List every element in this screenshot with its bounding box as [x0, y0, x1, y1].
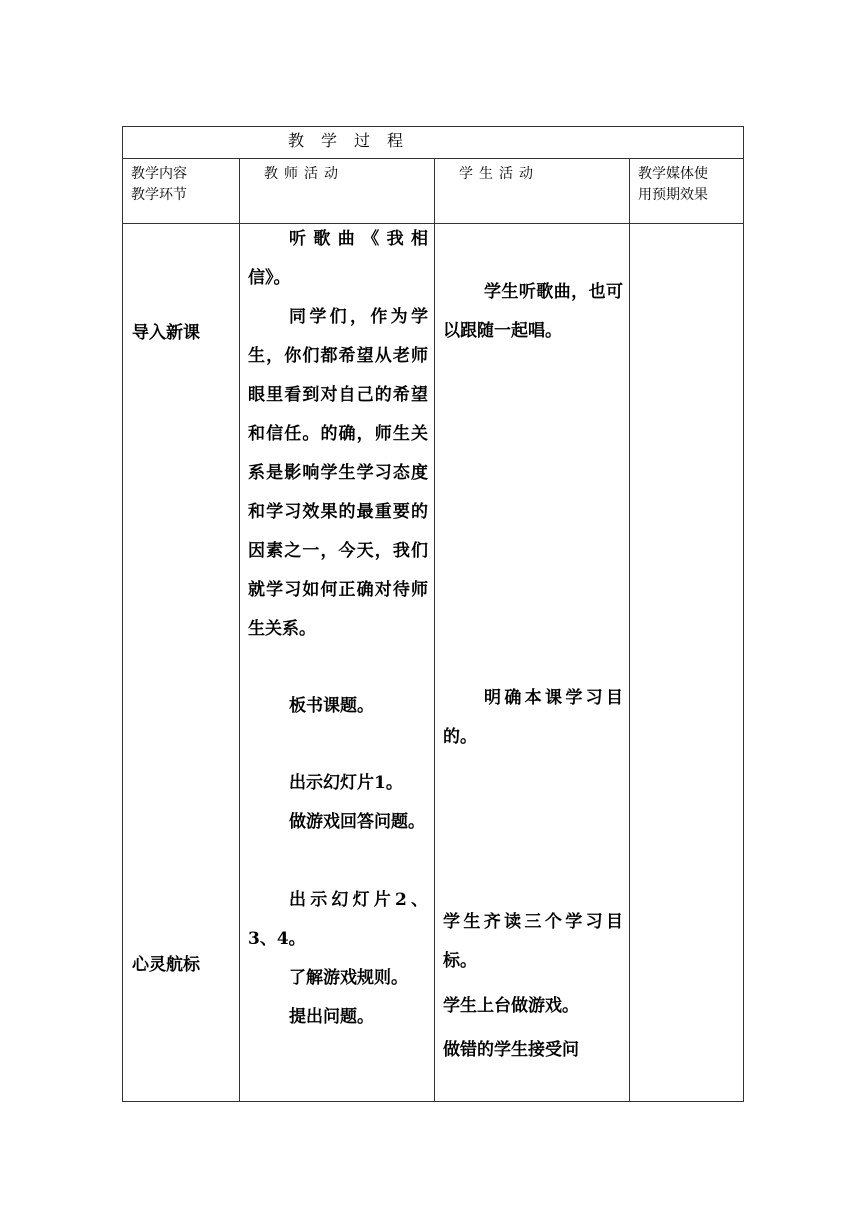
teacher-p4: 出示幻灯片1。 — [289, 773, 403, 793]
student-s3: 学生齐读三个学习目标。 — [443, 912, 623, 971]
teacher-p3: 板书课题。 — [289, 696, 374, 716]
teacher-p2: 同学们，作为学生，你们都希望从老师眼里看到对自己的希望和信任。的确，师生关系是影响学生学习态度和学习效果的最重要的因素之一，今天，我们就学习如何正确对待师生关系。 — [248, 307, 428, 639]
teacher-p8: 提出问题。 — [289, 1007, 374, 1027]
teacher-p6: 出示幻灯片2、3、4。 — [248, 890, 428, 949]
header-media — [630, 159, 744, 224]
header-teacher: 教师活动 — [240, 159, 435, 224]
section-navigation: 心灵航标 — [132, 955, 200, 975]
teacher-p1: 听歌曲《我相信》。 — [248, 229, 428, 288]
teacher-p7: 了解游戏规则。 — [289, 968, 408, 988]
header-content — [123, 159, 240, 224]
body-row — [123, 224, 744, 1102]
student-cell — [435, 224, 630, 1102]
header-row — [123, 159, 744, 224]
section-intro: 导入新课 — [132, 323, 200, 343]
title-cell — [123, 127, 744, 159]
table-title: 教学过程 — [288, 131, 421, 150]
student-s2: 明确本课学习目的。 — [443, 688, 623, 747]
title-row — [123, 127, 744, 159]
header-content-line2: 教学环节 — [131, 187, 187, 203]
student-s1: 学生听歌曲，也可以跟随一起唱。 — [443, 282, 623, 341]
header-media-line1: 教学媒体使 — [638, 166, 708, 182]
section-cell — [123, 224, 240, 1102]
lesson-table — [122, 126, 744, 1102]
student-s5: 做错的学生接受问 — [443, 1040, 579, 1060]
student-s4: 学生上台做游戏。 — [443, 996, 579, 1016]
teacher-p5: 做游戏回答问题。 — [289, 812, 425, 832]
media-cell — [630, 224, 744, 1102]
header-student: 学生活动 — [435, 159, 630, 224]
header-media-line2: 用预期效果 — [638, 187, 708, 203]
teacher-cell — [240, 224, 435, 1102]
header-content-line1: 教学内容 — [131, 166, 187, 182]
